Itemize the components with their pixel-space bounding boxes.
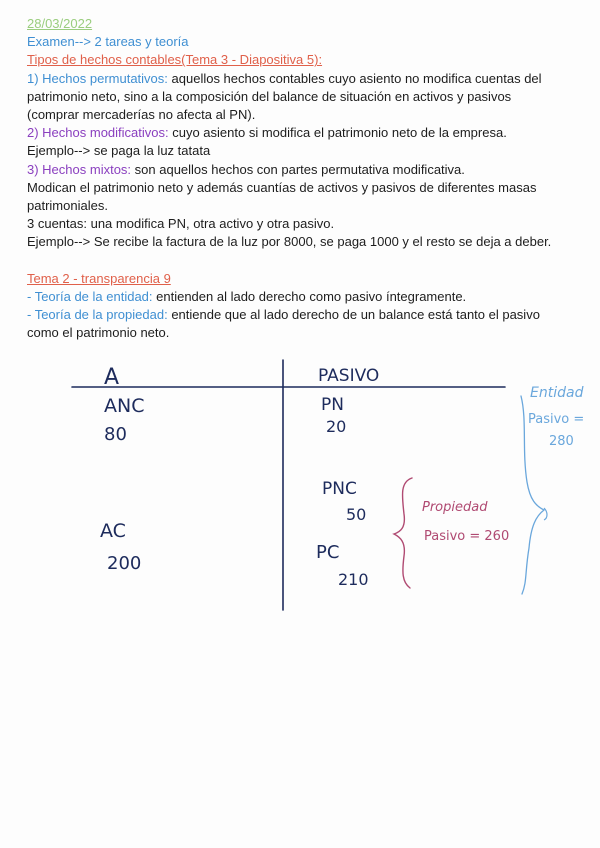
note-date: 28/03/2022 [27, 16, 93, 31]
theory2-text-b: como el patrimonio neto. [27, 325, 170, 341]
item1-text-b: patrimonio neto, sino a la composición del balance de situación en activos y pasivos [27, 88, 512, 104]
entity-note-1: Entidad [530, 385, 584, 401]
pc-value: 210 [338, 570, 369, 589]
item1-label: 1) Hechos permutativos: [27, 70, 168, 86]
pn-label: PN [321, 395, 344, 415]
item1-text-c: (comprar mercaderías no afecta al PN). [27, 107, 256, 123]
item3-text-b: Modican el patrimonio neto y además cuantías de activos y pasivos de diferentes masas [27, 179, 537, 195]
entity-note-2: Pasivo = [528, 412, 585, 427]
ac-value: 200 [107, 553, 142, 574]
property-brace [394, 478, 412, 588]
item3-accounts: 3 cuentas: una modifica PN, otra activo y otra pasivo. [27, 216, 335, 232]
anc-label: ANC [104, 395, 145, 417]
item1-text: aquellos hechos contables cuyo asiento no modifica cuentas del [167, 70, 542, 86]
entity-note-3: 280 [549, 434, 574, 449]
right-header: PASIVO [318, 366, 380, 386]
exam-line: Examen--> 2 tareas y teoría [27, 34, 189, 50]
theory1-label: - Teoría de la entidad: [27, 288, 153, 304]
theory1-text: entienden al lado derecho como pasivo íntegramente. [152, 288, 467, 304]
pnc-value: 50 [346, 505, 367, 524]
item2-label: 2) Hechos modificativos: [27, 125, 169, 141]
anc-value: 80 [104, 424, 127, 445]
item2-example: Ejemplo--> se paga la luz tatata [27, 143, 211, 159]
item2-text: cuyo asiento si modifica el patrimonio neto de la empresa. [168, 125, 507, 141]
item3-example: Ejemplo--> Se recibe la factura de la luz por 8000, se paga 1000 y el resto se deja a deber. [27, 234, 552, 250]
theory2-text: entiende que al lado derecho de un balance está tanto el pasivo [167, 307, 540, 323]
section1-title: Tipos de hechos contables(Tema 3 - Diapositiva 5): [27, 52, 323, 68]
item3-text: son aquellos hechos con partes permutativa modificativa. [131, 161, 465, 177]
property-note-1: Propiedad [422, 500, 488, 515]
theory2-label: - Teoría de la propiedad: [27, 307, 168, 323]
left-header: A [104, 365, 120, 390]
property-note-2: Pasivo = 260 [424, 529, 510, 544]
section2-title: Tema 2 - transparencia 9 [27, 270, 171, 286]
ac-label: AC [100, 520, 126, 542]
item3-label: 3) Hechos mixtos: [27, 161, 132, 177]
pn-value: 20 [326, 417, 347, 436]
pnc-label: PNC [322, 479, 357, 499]
pc-label: PC [316, 542, 340, 563]
item3-text-c: patrimoniales. [27, 198, 108, 214]
